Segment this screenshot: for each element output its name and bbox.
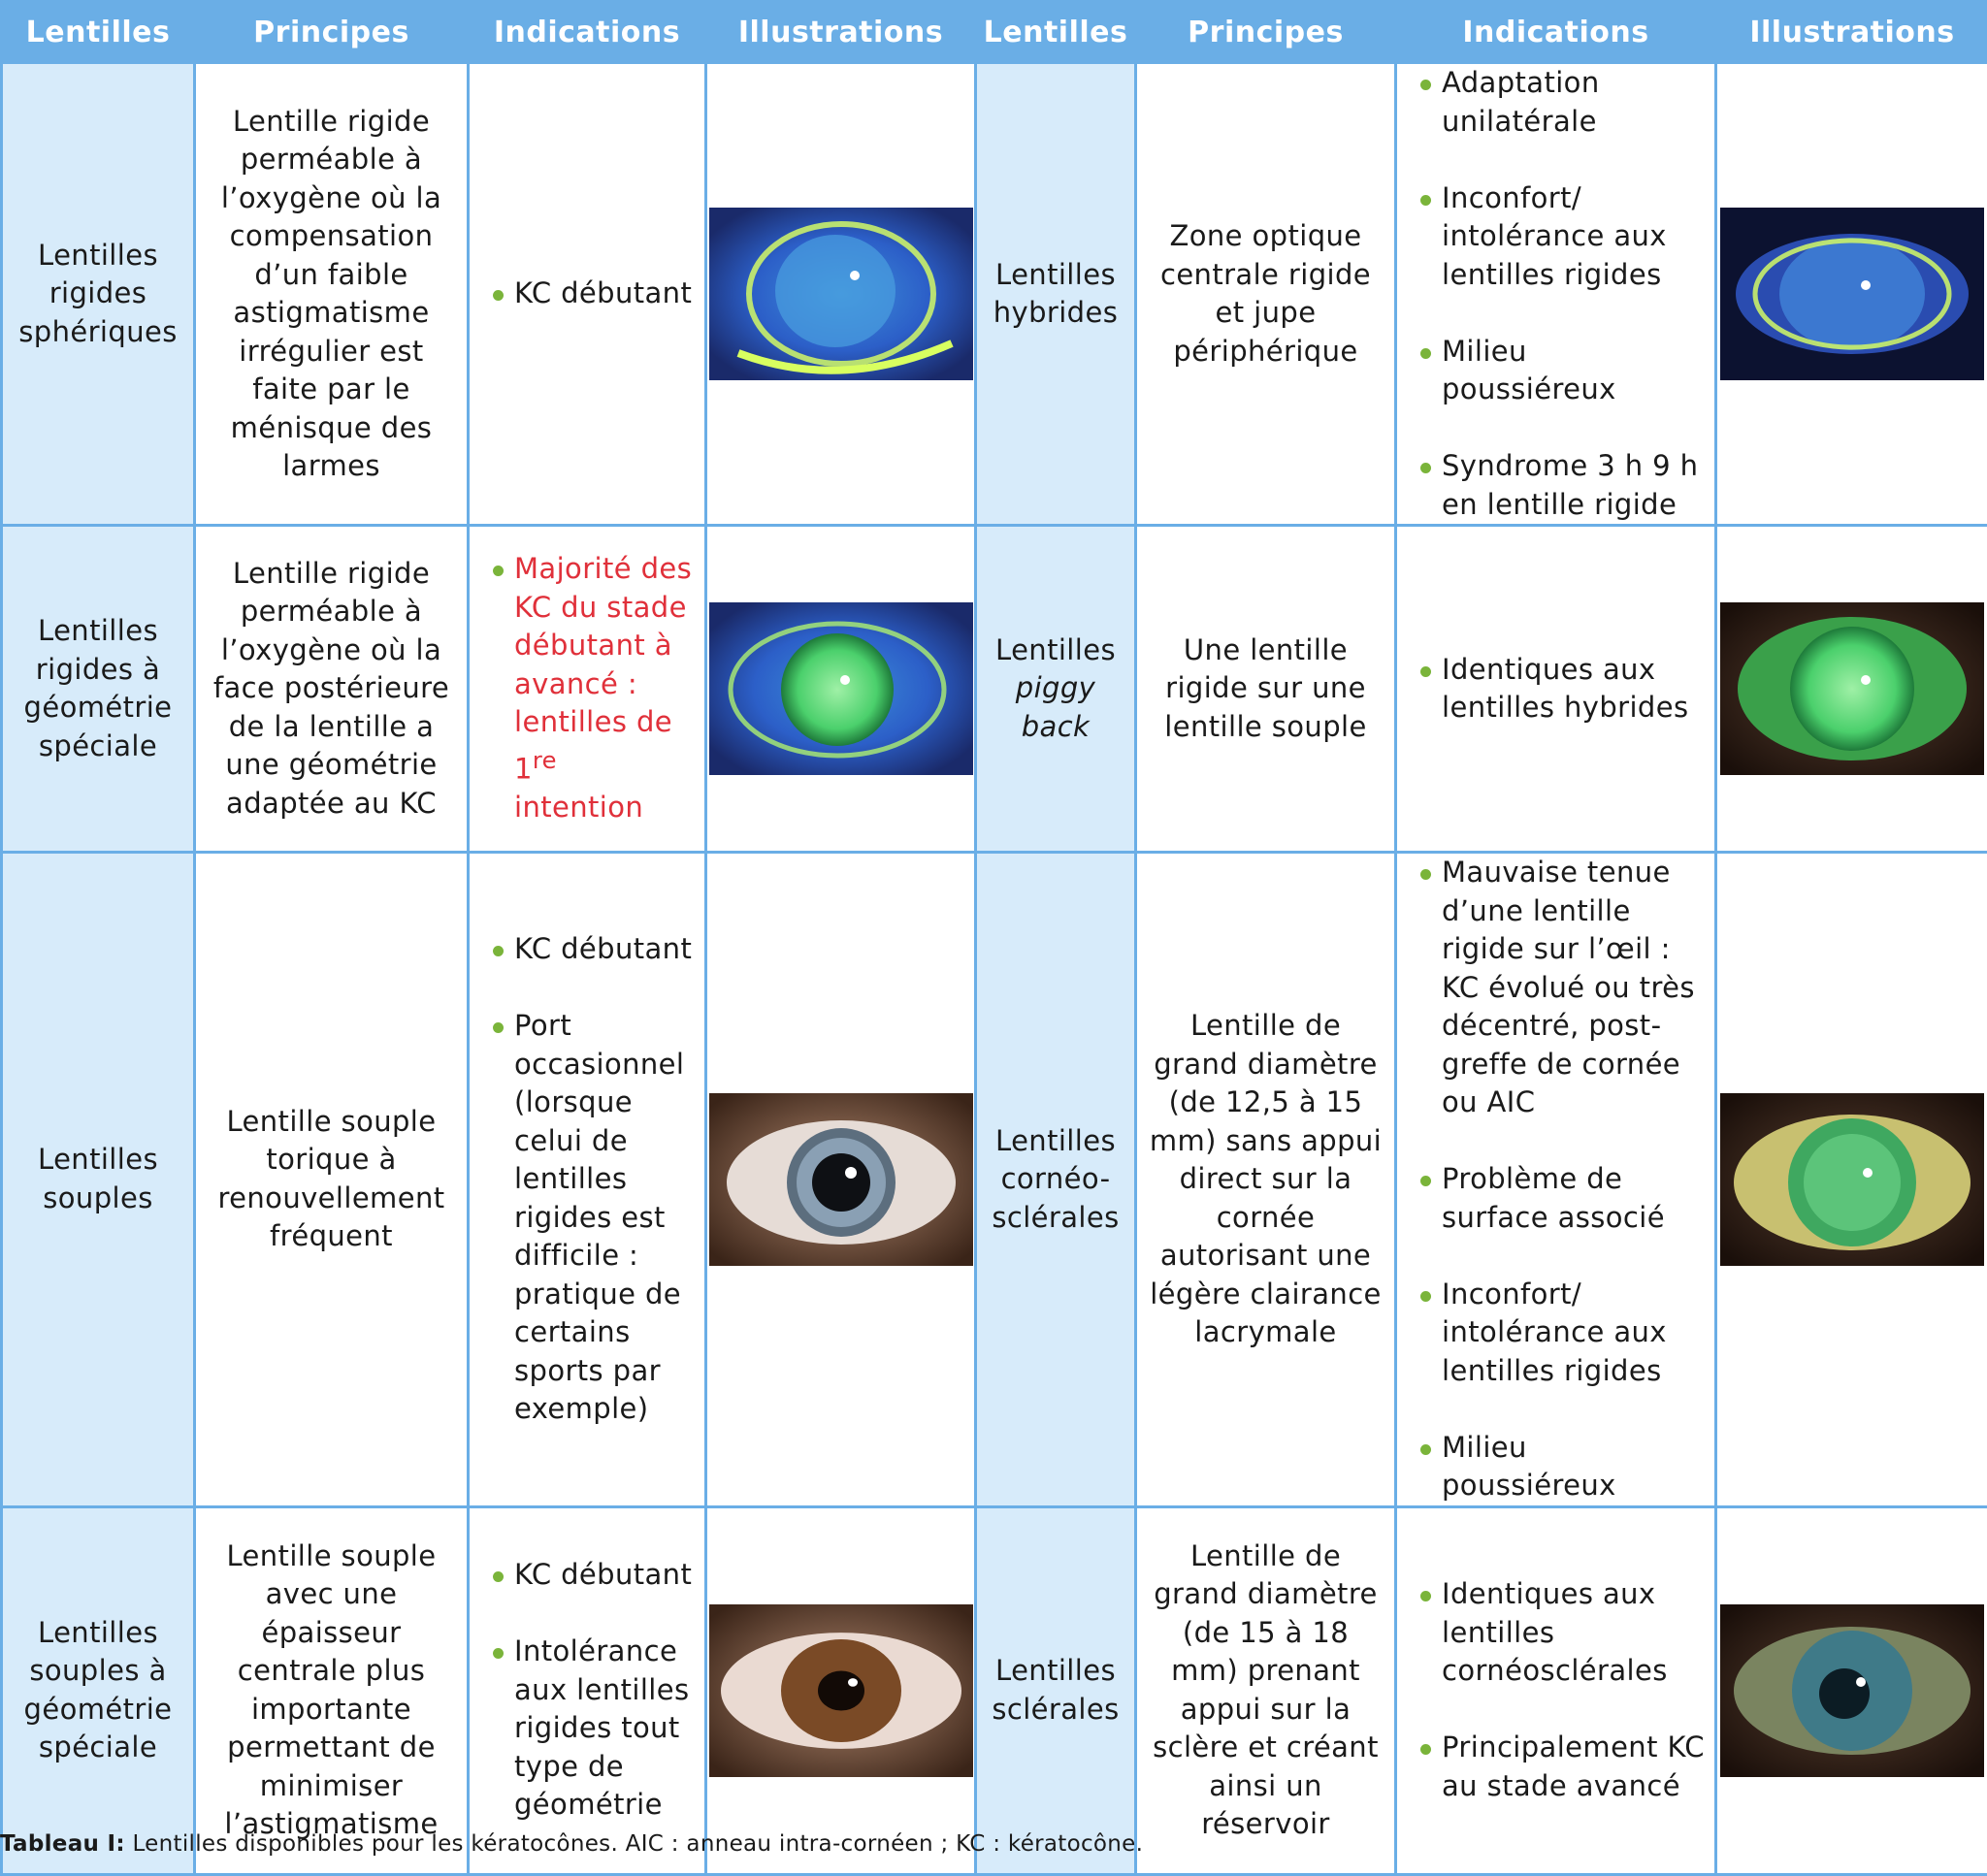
lens-indications [1396,1506,1716,1874]
indication-item: Mauvaise tenue d’une lentille rigide sur l’œil : KC évolué ou très décentré, post-greffe de cornée ou AIC [1420,854,1705,1122]
indication-item: Adaptation unilatérale [1420,64,1705,141]
illustration-cell [1716,526,1987,853]
lens-principle: Lentille souple torique à renouvellement fréquent [195,853,469,1507]
lens-type-name: Lentilles souples à géométrie spéciale [2,1506,195,1874]
lens-principle: Lentille de grand diamètre (de 15 à 18 mm) prenant appui sur la sclère et créant ainsi un réservoir [1136,1506,1396,1874]
indication-item: Majorité des KC du stade débutant à avancé : lentilles de 1re intention [493,550,695,826]
lens-indications [469,526,706,853]
lens-principle: Zone optique centrale rigide et jupe périphérique [1136,63,1396,526]
illustration-cell [706,853,976,1507]
lens-type-name: Lentilles cornéo-sclérales [976,853,1136,1507]
eye-photo [709,1093,973,1266]
table-row [2,63,1987,526]
table-row [2,853,1987,1507]
eye-photo [1720,1604,1984,1777]
lens-principle: Lentille souple avec une épaisseur centrale plus importante permettant de minimiser l’astigmatisme [195,1506,469,1874]
caption-text: Lentilles disponibles pour les kératocônes. AIC : anneau intra-cornéen ; KC : kératocône. [125,1831,1143,1857]
header-indications-2: Indications [1396,2,1716,63]
eye-photo [709,208,973,380]
illustration-cell [1716,1506,1987,1874]
caption-label: Tableau I: [0,1831,125,1857]
illustration-cell [706,1506,976,1874]
illustration-cell [1716,853,1987,1507]
illustration-cell [706,526,976,853]
indication-item: Principalement KC au stade avancé [1420,1729,1705,1805]
header-lentilles-2: Lentilles [976,2,1136,63]
eye-photo [709,602,973,775]
header-row [2,2,1987,63]
table-row [2,526,1987,853]
lens-type-name: Lentilles souples [2,853,195,1507]
table-row [2,1506,1987,1874]
lens-type-name: Lentilles piggy back [976,526,1136,853]
lens-principle: Lentille rigide perméable à l’oxygène où la compensation d’un faible astigmatisme irrégulier est faite par le ménisque des larmes [195,63,469,526]
header-indications: Indications [469,2,706,63]
lens-principle: Lentille de grand diamètre (de 12,5 à 15 mm) sans appui direct sur la cornée autorisant une légère clairance lacrymale [1136,853,1396,1507]
header-lentilles: Lentilles [2,2,195,63]
lens-indications [1396,63,1716,526]
lens-type-name: Lentilles rigides à géométrie spéciale [2,526,195,853]
indication-item: Problème de surface associé [1420,1160,1705,1237]
lens-type-name: Lentilles sclérales [976,1506,1136,1874]
header-principes-2: Principes [1136,2,1396,63]
illustration-cell [1716,63,1987,526]
indication-item: Identiques aux lentilles hybrides [1420,651,1705,728]
header-illustrations-2: Illustrations [1716,2,1987,63]
lens-type-name: Lentilles hybrides [976,63,1136,526]
indication-item: KC débutant [493,930,695,969]
lens-type-name: Lentilles rigides sphériques [2,63,195,526]
header-principes: Principes [195,2,469,63]
indication-item: KC débutant [493,1556,695,1595]
lens-indications [1396,526,1716,853]
lens-principle: Lentille rigide perméable à l’oxygène où la face postérieure de la lentille a une géométrie adaptée au KC [195,526,469,853]
indication-item: KC débutant [493,275,695,313]
table-caption [0,1831,1143,1857]
eye-photo [709,1604,973,1777]
lens-indications [469,1506,706,1874]
lens-principle: Une lentille rigide sur une lentille souple [1136,526,1396,853]
illustration-cell [706,63,976,526]
indication-item: Intolérance aux lentilles rigides tout type de géométrie [493,1633,695,1825]
indication-item: Syndrome 3 h 9 h en lentille rigide [1420,447,1705,524]
eye-photo [1720,602,1984,775]
eye-photo [1720,208,1984,380]
lens-indications [1396,853,1716,1507]
lens-indications [469,853,706,1507]
header-illustrations: Illustrations [706,2,976,63]
indication-item: Milieu poussiéreux [1420,1429,1705,1505]
eye-photo [1720,1093,1984,1266]
indication-item: Inconfort/ intolérance aux lentilles rigides [1420,179,1705,295]
lens-indications [469,63,706,526]
indication-item: Inconfort/ intolérance aux lentilles rigides [1420,1276,1705,1391]
indication-item: Milieu poussiéreux [1420,333,1705,409]
indication-item: Identiques aux lentilles cornéosclérales [1420,1575,1705,1691]
indication-item: Port occasionnel (lorsque celui de lentilles rigides est difficile : pratique de certains sports par exemple) [493,1007,695,1429]
